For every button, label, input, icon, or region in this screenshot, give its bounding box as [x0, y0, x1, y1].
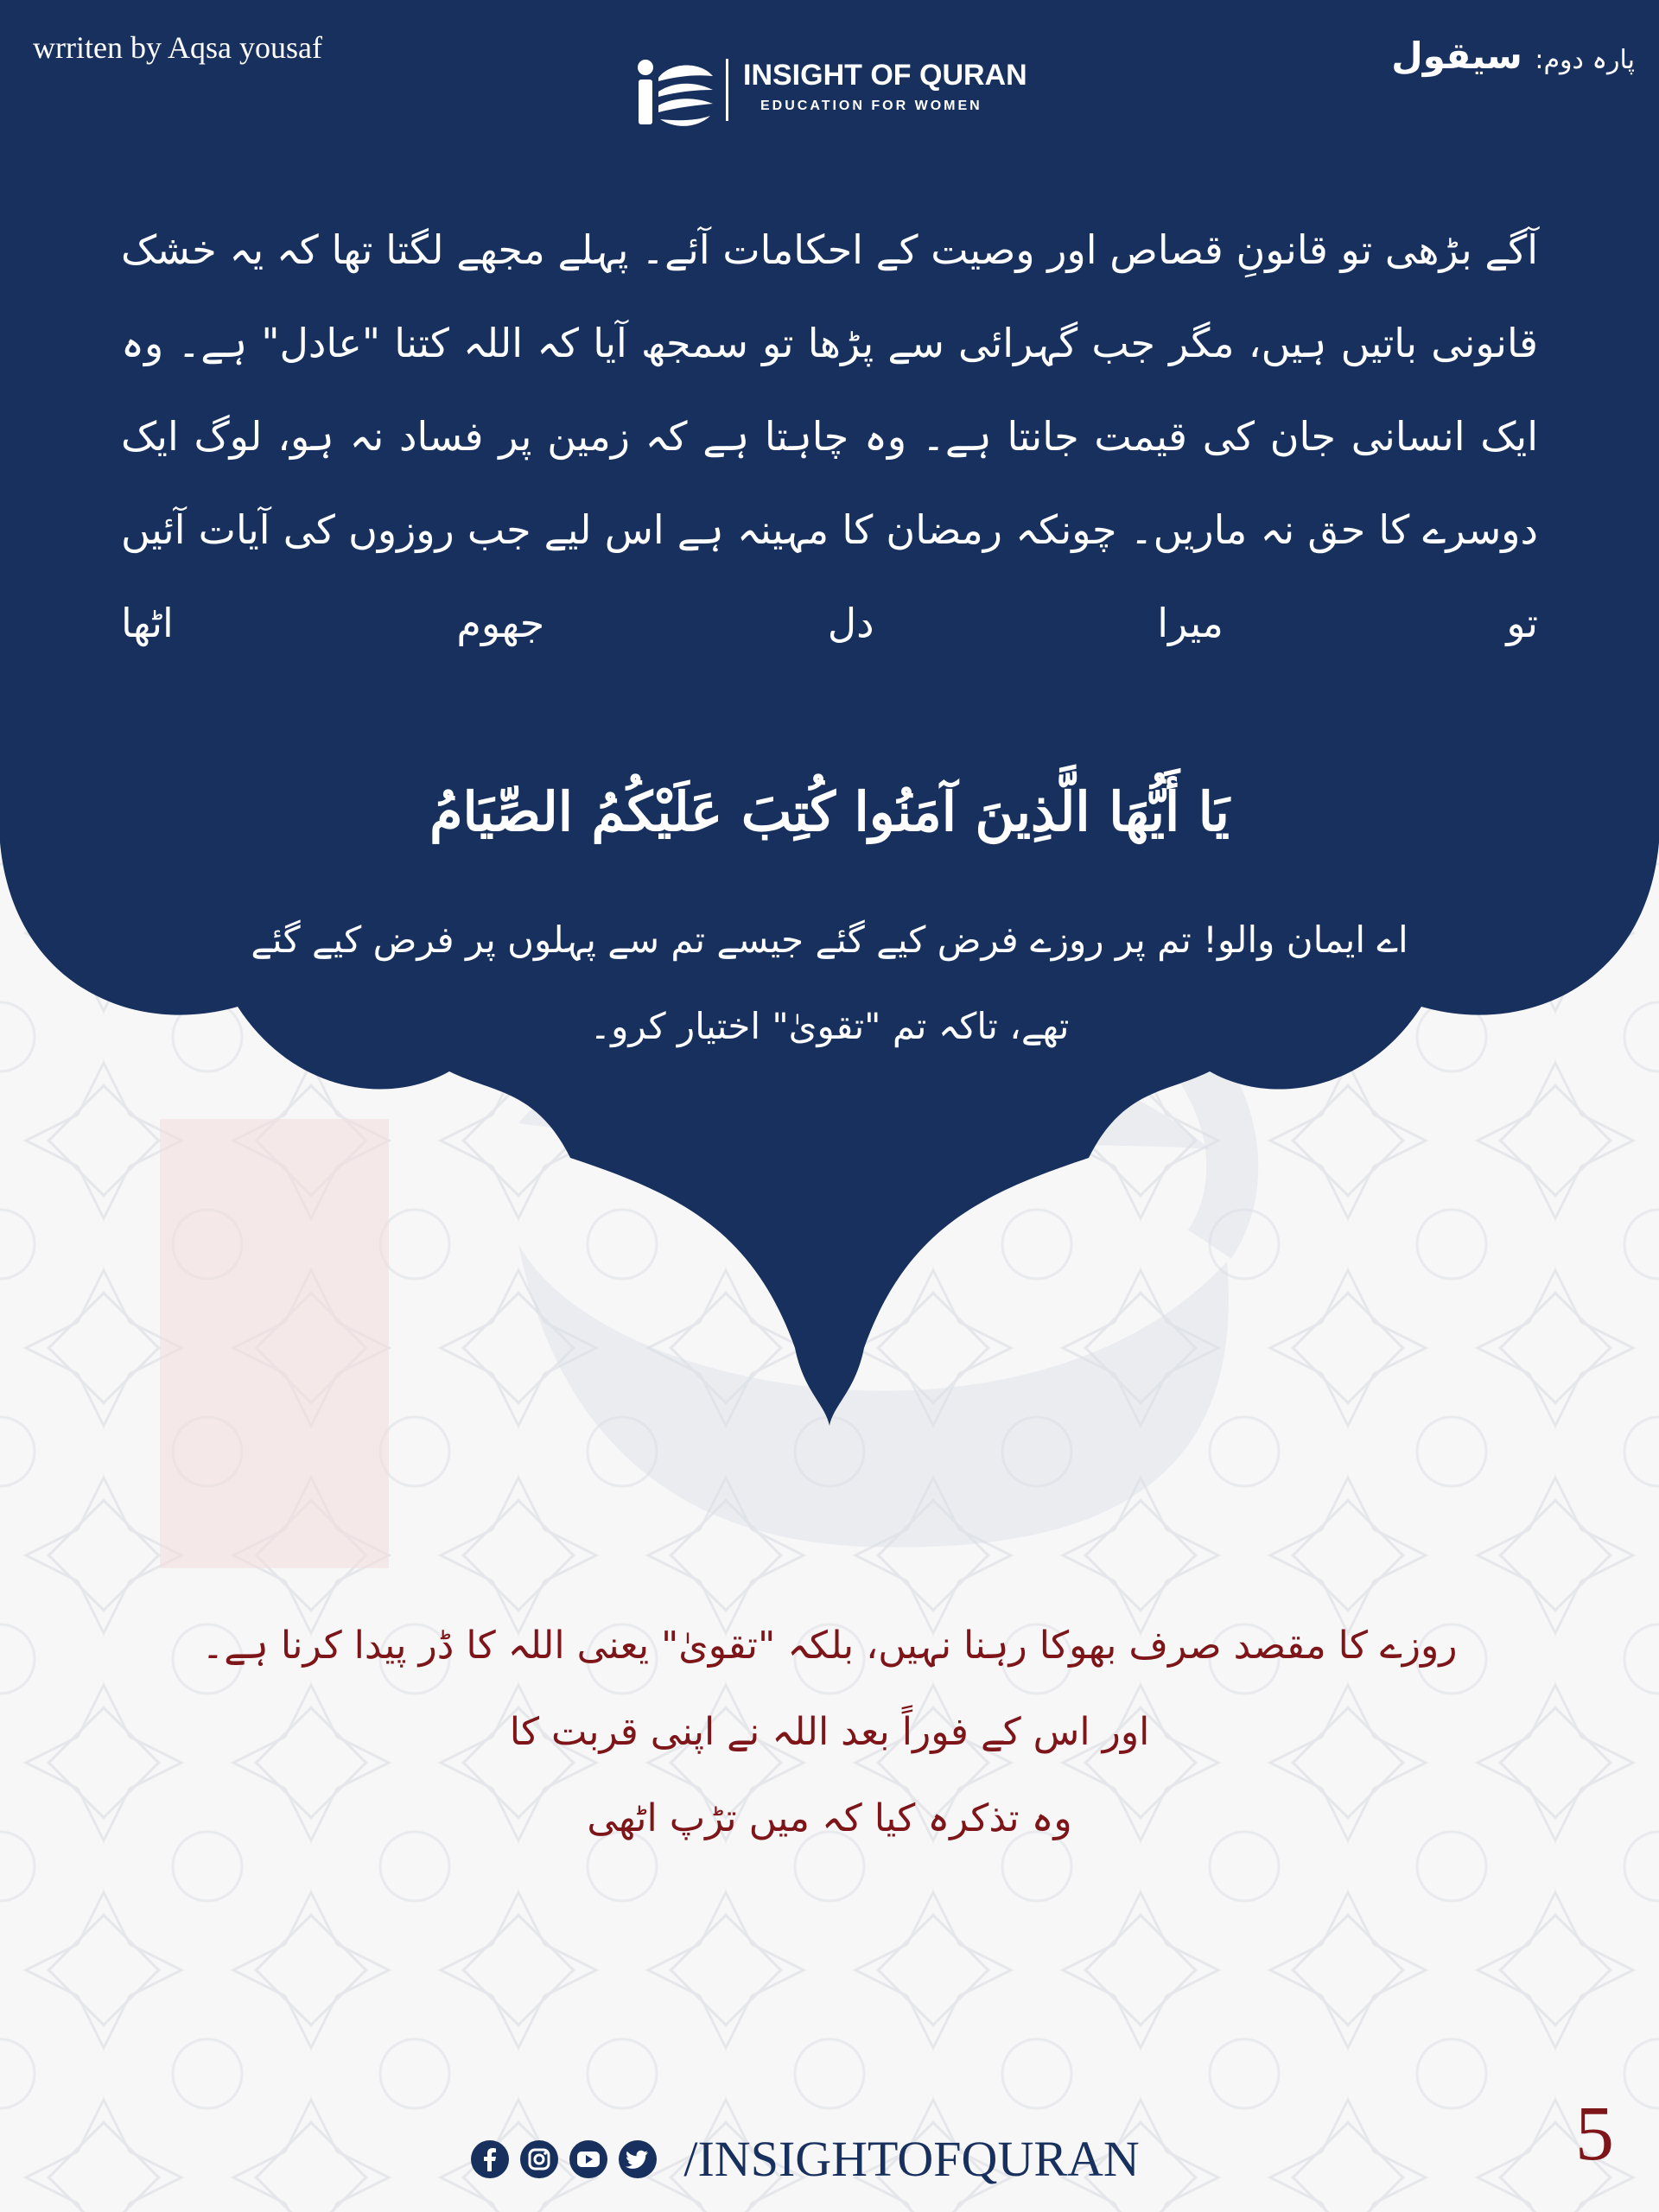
logo-mark-icon [631, 52, 717, 130]
part-name: سیقول [1391, 35, 1522, 77]
twitter-icon[interactable] [619, 2140, 657, 2178]
brand-name: INSIGHT OF QURAN [743, 59, 1027, 92]
body-paragraph: آگے بڑھی تو قانونِ قصاص اور وصیت کے احکامات آئے۔ پہلے مجھے لگتا تھا کہ یہ خشک قانونی باتیں ہیں، مگر جب گہرائی سے پڑھا تو سمجھ آیا کہ اللہ کتنا "عادل" ہے۔ وہ ایک انسانی جان کی قیمت جانتا ہے۔ وہ چاہتا ہے کہ زمین پر فساد نہ ہو، لوگ ایک دوسرے کا حق نہ ماریں۔ چونکہ رمضان کا مہینہ ہے اس لیے جب روزوں کی آیات آئیں تو میرا دل جھوم اٹھا [121, 226, 1538, 646]
social-footer [471, 2130, 1140, 2199]
social-handle[interactable]: /INSIGHTOFQURAN [683, 2131, 1140, 2187]
page-number: 5 [1575, 2091, 1614, 2177]
part-label: پارہ دوم: [1535, 45, 1635, 75]
highlight-text [121, 1603, 1538, 1862]
part-title [1391, 35, 1635, 77]
translation-line-2: تھے، تاکہ تم "تقویٰ" اختیار کرو۔ [589, 1005, 1070, 1047]
brand-logo [631, 52, 1037, 130]
ayah-translation [130, 897, 1529, 1070]
brand-tagline: EDUCATION FOR WOMEN [760, 99, 982, 113]
highlight-line-3: وہ تذکرہ کیا کہ میں تڑپ اٹھی [587, 1796, 1072, 1840]
facebook-icon[interactable] [471, 2140, 509, 2178]
youtube-icon[interactable] [569, 2140, 607, 2178]
highlight-line-2: اور اس کے فوراً بعد اللہ نے اپنی قربت کا [509, 1710, 1150, 1754]
quran-ayah: يَا أَيُّهَا الَّذِينَ آمَنُوا كُتِبَ عَلَيْكُمُ الصِّيَامُ [429, 780, 1230, 843]
instagram-icon[interactable] [520, 2140, 558, 2178]
logo-divider [726, 59, 728, 121]
highlight-line-1: روزے کا مقصد صرف بھوکا رہنا نہیں، بلکہ "تقویٰ" یعنی اللہ کا ڈر پیدا کرنا ہے۔ [201, 1624, 1458, 1668]
translation-line-1: اے ایمان والو! تم پر روزے فرض کیے گئے جیسے تم سے پہلوں پر فرض کیے گئے [251, 918, 1408, 961]
author-credit: wrriten by Aqsa yousaf [33, 30, 322, 65]
